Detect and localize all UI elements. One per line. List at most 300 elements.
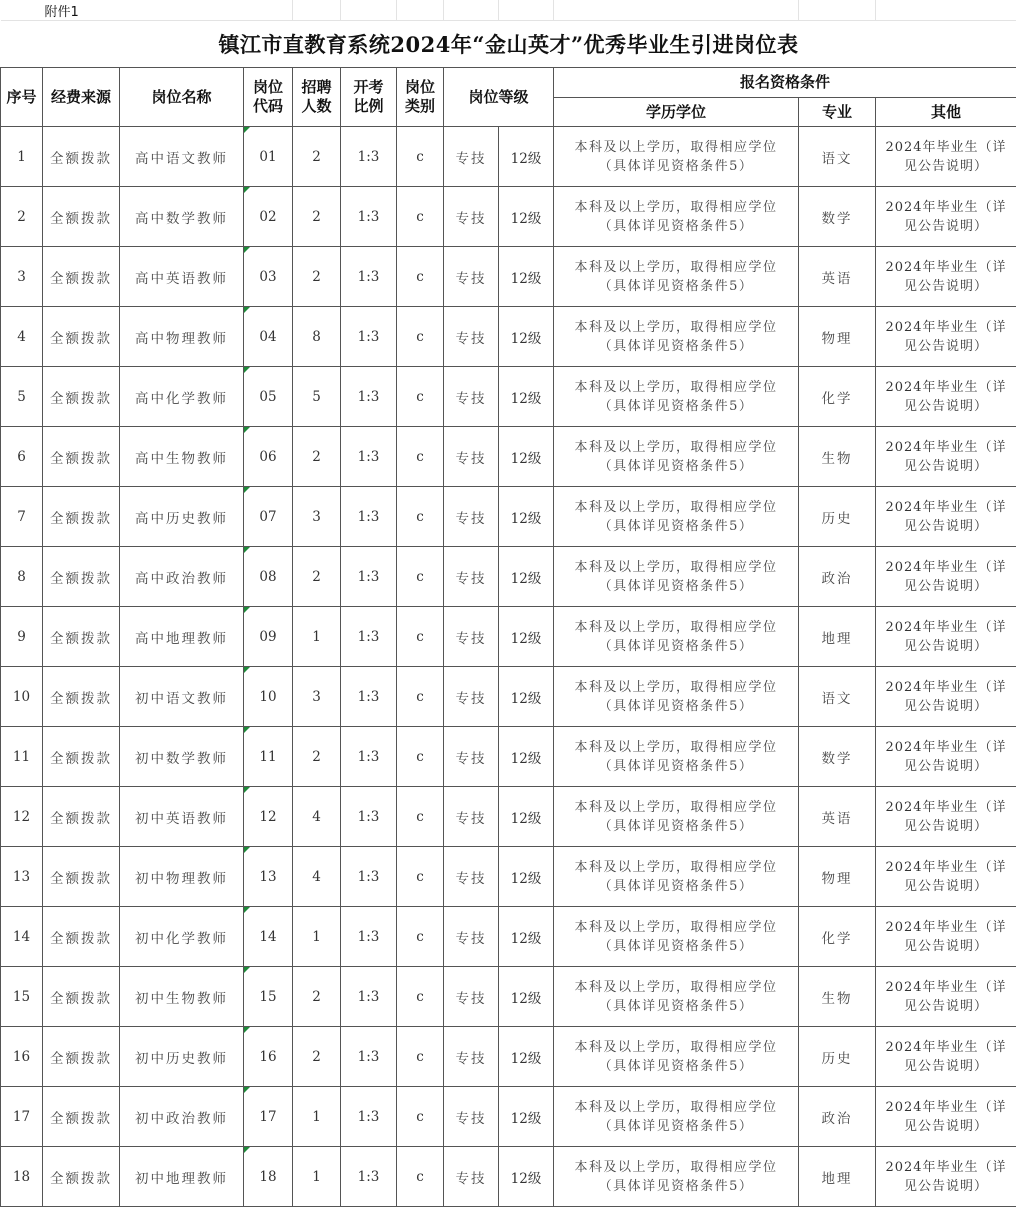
- cell-kind[interactable]: 专技: [444, 847, 499, 907]
- cell-position[interactable]: 初中语文教师: [120, 667, 244, 727]
- header-category[interactable]: [397, 68, 444, 127]
- cell-count[interactable]: 2: [293, 1027, 341, 1087]
- education-line2: （具体详见资格条件5）: [598, 998, 754, 1014]
- cell-code[interactable]: 08: [244, 547, 293, 607]
- cell-seq[interactable]: 14: [1, 907, 43, 967]
- cell-ratio[interactable]: 1:3: [341, 547, 397, 607]
- cell-education[interactable]: [554, 547, 799, 607]
- cell-other[interactable]: [876, 187, 1016, 247]
- annex-row: [1, 0, 1016, 21]
- cell-category[interactable]: c: [397, 247, 444, 307]
- other-line1: 2024年毕业生（详: [885, 1099, 1007, 1115]
- cell-category[interactable]: c: [397, 787, 444, 847]
- cell-other[interactable]: [876, 367, 1016, 427]
- other-line2: 见公告说明）: [903, 578, 988, 594]
- cell-other[interactable]: [876, 967, 1016, 1027]
- education-line2: （具体详见资格条件5）: [598, 158, 754, 174]
- cell-code[interactable]: 17: [244, 1087, 293, 1147]
- cell-code[interactable]: 10: [244, 667, 293, 727]
- cell-education[interactable]: [554, 307, 799, 367]
- education-line2: （具体详见资格条件5）: [598, 938, 754, 954]
- cell-grade[interactable]: 12级: [499, 607, 554, 667]
- cell-position[interactable]: 初中数学教师: [120, 727, 244, 787]
- cell-education[interactable]: [554, 367, 799, 427]
- cell-major[interactable]: 数学: [799, 727, 876, 787]
- cell-education[interactable]: [554, 847, 799, 907]
- education-line2: （具体详见资格条件5）: [598, 278, 754, 294]
- other-line1: 2024年毕业生（详: [885, 139, 1007, 155]
- annex-label[interactable]: 附件1: [1, 0, 244, 21]
- header-count-line1: 招聘: [301, 78, 332, 96]
- cell-ratio[interactable]: 1:3: [341, 307, 397, 367]
- other-line2: 见公告说明）: [903, 398, 988, 414]
- cell-education[interactable]: [554, 967, 799, 1027]
- cell-ratio[interactable]: 1:3: [341, 427, 397, 487]
- cell-major[interactable]: 历史: [799, 1027, 876, 1087]
- cell-seq[interactable]: 1: [1, 127, 43, 187]
- cell-position[interactable]: 高中历史教师: [120, 487, 244, 547]
- other-line1: 2024年毕业生（详: [885, 319, 1007, 335]
- cell-category[interactable]: c: [397, 1087, 444, 1147]
- cell-category[interactable]: c: [397, 127, 444, 187]
- cell-position[interactable]: 初中地理教师: [120, 1147, 244, 1207]
- cell-grade[interactable]: 12级: [499, 1027, 554, 1087]
- cell-other[interactable]: [876, 127, 1016, 187]
- header-count[interactable]: [293, 68, 341, 127]
- education-line2: （具体详见资格条件5）: [598, 338, 754, 354]
- other-line1: 2024年毕业生（详: [885, 199, 1007, 215]
- cell-grade[interactable]: 12级: [499, 1147, 554, 1207]
- cell-kind[interactable]: 专技: [444, 667, 499, 727]
- cell-code[interactable]: 01: [244, 127, 293, 187]
- cell-ratio[interactable]: 1:3: [341, 607, 397, 667]
- cell-major[interactable]: 英语: [799, 247, 876, 307]
- cell-kind[interactable]: 专技: [444, 307, 499, 367]
- cell-ratio[interactable]: 1:3: [341, 847, 397, 907]
- cell-education[interactable]: [554, 1147, 799, 1207]
- header-ratio-line2: 比例: [353, 97, 384, 115]
- cell-other[interactable]: [876, 427, 1016, 487]
- cell-grade[interactable]: 12级: [499, 667, 554, 727]
- cell-code[interactable]: 11: [244, 727, 293, 787]
- cell-code[interactable]: 04: [244, 307, 293, 367]
- cell-count[interactable]: 2: [293, 727, 341, 787]
- cell-education[interactable]: [554, 907, 799, 967]
- cell-education[interactable]: [554, 787, 799, 847]
- cell-code[interactable]: 14: [244, 907, 293, 967]
- cell-kind[interactable]: 专技: [444, 787, 499, 847]
- cell-major[interactable]: 语文: [799, 667, 876, 727]
- cell-code[interactable]: 07: [244, 487, 293, 547]
- cell-major[interactable]: 政治: [799, 1087, 876, 1147]
- header-seq[interactable]: 序号: [1, 68, 43, 127]
- cell-ratio[interactable]: 1:3: [341, 787, 397, 847]
- cell-grade[interactable]: 12级: [499, 727, 554, 787]
- cell-major[interactable]: 数学: [799, 187, 876, 247]
- cell-count[interactable]: 5: [293, 367, 341, 427]
- cell-major[interactable]: 语文: [799, 127, 876, 187]
- cell-ratio[interactable]: 1:3: [341, 727, 397, 787]
- cell-education[interactable]: [554, 247, 799, 307]
- cell-other[interactable]: [876, 1027, 1016, 1087]
- cell-seq[interactable]: 7: [1, 487, 43, 547]
- education-line1: 本科及以上学历，取得相应学位: [574, 1159, 778, 1175]
- education-line1: 本科及以上学历，取得相应学位: [574, 139, 778, 155]
- education-line2: （具体详见资格条件5）: [598, 578, 754, 594]
- cell-other[interactable]: [876, 727, 1016, 787]
- education-line2: （具体详见资格条件5）: [598, 398, 754, 414]
- cell-major[interactable]: 英语: [799, 787, 876, 847]
- cell-other[interactable]: [876, 307, 1016, 367]
- cell-count[interactable]: 2: [293, 427, 341, 487]
- other-line1: 2024年毕业生（详: [885, 1159, 1007, 1175]
- cell-ratio[interactable]: 1:3: [341, 487, 397, 547]
- cell-position[interactable]: 初中历史教师: [120, 1027, 244, 1087]
- cell-grade[interactable]: 12级: [499, 547, 554, 607]
- cell-funding[interactable]: 全额拨款: [43, 1027, 120, 1087]
- cell-count[interactable]: 2: [293, 247, 341, 307]
- header-other[interactable]: 其他: [876, 98, 1016, 127]
- cell-code[interactable]: 16: [244, 1027, 293, 1087]
- table-row: [1, 427, 1016, 487]
- education-line2: （具体详见资格条件5）: [598, 878, 754, 894]
- cell-education[interactable]: [554, 1027, 799, 1087]
- table-row: [1, 127, 1016, 187]
- other-line2: 见公告说明）: [903, 698, 988, 714]
- header-major[interactable]: 专业: [799, 98, 876, 127]
- cell-position[interactable]: 高中语文教师: [120, 127, 244, 187]
- education-line1: 本科及以上学历，取得相应学位: [574, 379, 778, 395]
- cell-other[interactable]: [876, 607, 1016, 667]
- cell-seq[interactable]: 5: [1, 367, 43, 427]
- cell-seq[interactable]: 12: [1, 787, 43, 847]
- education-line2: （具体详见资格条件5）: [598, 1178, 754, 1194]
- cell-major[interactable]: 化学: [799, 367, 876, 427]
- cell-code[interactable]: 06: [244, 427, 293, 487]
- cell-category[interactable]: c: [397, 427, 444, 487]
- cell-ratio[interactable]: 1:3: [341, 1087, 397, 1147]
- cell-grade[interactable]: 12级: [499, 307, 554, 367]
- other-line1: 2024年毕业生（详: [885, 379, 1007, 395]
- cell-kind[interactable]: 专技: [444, 1147, 499, 1207]
- cell-code[interactable]: 02: [244, 187, 293, 247]
- cell-funding[interactable]: 全额拨款: [43, 1087, 120, 1147]
- cell-seq[interactable]: 3: [1, 247, 43, 307]
- header-education[interactable]: 学历学位: [554, 98, 799, 127]
- cell-major[interactable]: 化学: [799, 907, 876, 967]
- cell-count[interactable]: 2: [293, 967, 341, 1027]
- cell-seq[interactable]: 17: [1, 1087, 43, 1147]
- education-line1: 本科及以上学历，取得相应学位: [574, 679, 778, 695]
- table-row: [1, 1087, 1016, 1147]
- title-row: [1, 21, 1016, 68]
- cell-grade[interactable]: 12级: [499, 907, 554, 967]
- cell-count[interactable]: 8: [293, 307, 341, 367]
- cell-count[interactable]: 3: [293, 487, 341, 547]
- cell-position[interactable]: 初中物理教师: [120, 847, 244, 907]
- cell-major[interactable]: 物理: [799, 307, 876, 367]
- cell-other[interactable]: [876, 1087, 1016, 1147]
- cell-education[interactable]: [554, 427, 799, 487]
- other-line1: 2024年毕业生（详: [885, 979, 1007, 995]
- cell-kind[interactable]: 专技: [444, 127, 499, 187]
- cell-grade[interactable]: 12级: [499, 967, 554, 1027]
- cell-seq[interactable]: 11: [1, 727, 43, 787]
- cell-kind[interactable]: 专技: [444, 247, 499, 307]
- cell-category[interactable]: c: [397, 607, 444, 667]
- table-row: [1, 967, 1016, 1027]
- cell-ratio[interactable]: 1:3: [341, 1147, 397, 1207]
- cell-position[interactable]: 高中数学教师: [120, 187, 244, 247]
- cell-count[interactable]: 1: [293, 607, 341, 667]
- cell-code[interactable]: 18: [244, 1147, 293, 1207]
- cell-count[interactable]: 1: [293, 907, 341, 967]
- cell-funding[interactable]: 全额拨款: [43, 487, 120, 547]
- cell-count[interactable]: 2: [293, 547, 341, 607]
- cell-grade[interactable]: 12级: [499, 787, 554, 847]
- cell-other[interactable]: [876, 667, 1016, 727]
- cell-ratio[interactable]: 1:3: [341, 367, 397, 427]
- cell-grade[interactable]: 12级: [499, 187, 554, 247]
- other-line2: 见公告说明）: [903, 458, 988, 474]
- cell-kind[interactable]: 专技: [444, 427, 499, 487]
- cell-category[interactable]: c: [397, 187, 444, 247]
- education-line2: （具体详见资格条件5）: [598, 518, 754, 534]
- header-code-line1: 岗位: [252, 78, 283, 96]
- cell-position[interactable]: 高中政治教师: [120, 547, 244, 607]
- cell-funding[interactable]: 全额拨款: [43, 367, 120, 427]
- cell-ratio[interactable]: 1:3: [341, 667, 397, 727]
- other-line1: 2024年毕业生（详: [885, 439, 1007, 455]
- cell-count[interactable]: 4: [293, 847, 341, 907]
- education-line1: 本科及以上学历，取得相应学位: [574, 919, 778, 935]
- cell-funding[interactable]: 全额拨款: [43, 787, 120, 847]
- cell-seq[interactable]: 4: [1, 307, 43, 367]
- cell-funding[interactable]: 全额拨款: [43, 1147, 120, 1207]
- header-ratio[interactable]: [341, 68, 397, 127]
- cell-ratio[interactable]: 1:3: [341, 907, 397, 967]
- cell-major[interactable]: 地理: [799, 607, 876, 667]
- cell-funding[interactable]: 全额拨款: [43, 427, 120, 487]
- cell-other[interactable]: [876, 1147, 1016, 1207]
- education-line1: 本科及以上学历，取得相应学位: [574, 199, 778, 215]
- cell-code[interactable]: 03: [244, 247, 293, 307]
- cell-other[interactable]: [876, 907, 1016, 967]
- cell-education[interactable]: [554, 187, 799, 247]
- cell-major[interactable]: 物理: [799, 847, 876, 907]
- header-code[interactable]: [244, 68, 293, 127]
- other-line2: 见公告说明）: [903, 278, 988, 294]
- cell-funding[interactable]: 全额拨款: [43, 127, 120, 187]
- cell-category[interactable]: c: [397, 847, 444, 907]
- cell-category[interactable]: c: [397, 1027, 444, 1087]
- cell-grade[interactable]: 12级: [499, 1087, 554, 1147]
- header-position[interactable]: 岗位名称: [120, 68, 244, 127]
- cell-kind[interactable]: 专技: [444, 187, 499, 247]
- cell-education[interactable]: [554, 487, 799, 547]
- table-row: [1, 907, 1016, 967]
- table-row: [1, 667, 1016, 727]
- education-line2: （具体详见资格条件5）: [598, 458, 754, 474]
- cell-other[interactable]: [876, 847, 1016, 907]
- table-row: [1, 307, 1016, 367]
- header-count-line2: 人数: [301, 97, 332, 115]
- cell-ratio[interactable]: 1:3: [341, 967, 397, 1027]
- cell-code[interactable]: 13: [244, 847, 293, 907]
- cell-position[interactable]: 初中生物教师: [120, 967, 244, 1027]
- cell-position[interactable]: 高中地理教师: [120, 607, 244, 667]
- cell-seq[interactable]: 16: [1, 1027, 43, 1087]
- other-line2: 见公告说明）: [903, 1058, 988, 1074]
- education-line2: （具体详见资格条件5）: [598, 1118, 754, 1134]
- cell-kind[interactable]: 专技: [444, 487, 499, 547]
- cell-category[interactable]: c: [397, 967, 444, 1027]
- cell-category[interactable]: c: [397, 547, 444, 607]
- cell-grade[interactable]: 12级: [499, 487, 554, 547]
- cell-kind[interactable]: 专技: [444, 727, 499, 787]
- cell-education[interactable]: [554, 1087, 799, 1147]
- cell-other[interactable]: [876, 247, 1016, 307]
- cell-position[interactable]: 初中化学教师: [120, 907, 244, 967]
- table-row: [1, 727, 1016, 787]
- header-code-line2: 代码: [252, 97, 283, 115]
- cell-code[interactable]: 05: [244, 367, 293, 427]
- cell-ratio[interactable]: 1:3: [341, 127, 397, 187]
- cell-other[interactable]: [876, 487, 1016, 547]
- other-line1: 2024年毕业生（详: [885, 259, 1007, 275]
- cell-funding[interactable]: 全额拨款: [43, 547, 120, 607]
- cell-major[interactable]: 政治: [799, 547, 876, 607]
- cell-seq[interactable]: 18: [1, 1147, 43, 1207]
- cell-seq[interactable]: 2: [1, 187, 43, 247]
- cell-kind[interactable]: 专技: [444, 547, 499, 607]
- cell-funding[interactable]: 全额拨款: [43, 847, 120, 907]
- cell-position[interactable]: 高中英语教师: [120, 247, 244, 307]
- education-line1: 本科及以上学历，取得相应学位: [574, 319, 778, 335]
- cell-code[interactable]: 15: [244, 967, 293, 1027]
- cell-category[interactable]: c: [397, 1147, 444, 1207]
- cell-count[interactable]: 3: [293, 667, 341, 727]
- cell-position[interactable]: 高中物理教师: [120, 307, 244, 367]
- cell-grade[interactable]: 12级: [499, 247, 554, 307]
- other-line1: 2024年毕业生（详: [885, 919, 1007, 935]
- cell-category[interactable]: c: [397, 907, 444, 967]
- other-line2: 见公告说明）: [903, 998, 988, 1014]
- cell-kind[interactable]: 专技: [444, 367, 499, 427]
- cell-funding[interactable]: 全额拨款: [43, 187, 120, 247]
- cell-count[interactable]: 2: [293, 187, 341, 247]
- cell-seq[interactable]: 15: [1, 967, 43, 1027]
- cell-funding[interactable]: 全额拨款: [43, 607, 120, 667]
- cell-position[interactable]: 高中生物教师: [120, 427, 244, 487]
- other-line2: 见公告说明）: [903, 338, 988, 354]
- cell-funding[interactable]: 全额拨款: [43, 247, 120, 307]
- other-line1: 2024年毕业生（详: [885, 559, 1007, 575]
- cell-education[interactable]: [554, 667, 799, 727]
- other-line2: 见公告说明）: [903, 158, 988, 174]
- other-line1: 2024年毕业生（详: [885, 499, 1007, 515]
- cell-grade[interactable]: 12级: [499, 427, 554, 487]
- cell-ratio[interactable]: 1:3: [341, 247, 397, 307]
- cell-education[interactable]: [554, 127, 799, 187]
- cell-seq[interactable]: 9: [1, 607, 43, 667]
- cell-other[interactable]: [876, 787, 1016, 847]
- cell-education[interactable]: [554, 607, 799, 667]
- cell-kind[interactable]: 专技: [444, 1027, 499, 1087]
- education-line1: 本科及以上学历，取得相应学位: [574, 979, 778, 995]
- cell-education[interactable]: [554, 727, 799, 787]
- header-funding[interactable]: 经费来源: [43, 68, 120, 127]
- other-line2: 见公告说明）: [903, 818, 988, 834]
- cell-grade[interactable]: 12级: [499, 367, 554, 427]
- cell-kind[interactable]: 专技: [444, 607, 499, 667]
- cell-category[interactable]: c: [397, 487, 444, 547]
- other-line2: 见公告说明）: [903, 518, 988, 534]
- cell-position[interactable]: 初中英语教师: [120, 787, 244, 847]
- cell-seq[interactable]: 13: [1, 847, 43, 907]
- cell-category[interactable]: c: [397, 307, 444, 367]
- cell-code[interactable]: 12: [244, 787, 293, 847]
- cell-grade[interactable]: 12级: [499, 847, 554, 907]
- header-category-line1: 岗位: [404, 78, 435, 96]
- table-row: [1, 487, 1016, 547]
- page-title[interactable]: 镇江市直教育系统2024年“金山英才”优秀毕业生引进岗位表: [1, 21, 1016, 68]
- cell-funding[interactable]: 全额拨款: [43, 307, 120, 367]
- cell-category[interactable]: c: [397, 727, 444, 787]
- education-line1: 本科及以上学历，取得相应学位: [574, 1039, 778, 1055]
- other-line1: 2024年毕业生（详: [885, 1039, 1007, 1055]
- cell-code[interactable]: 09: [244, 607, 293, 667]
- cell-funding[interactable]: 全额拨款: [43, 727, 120, 787]
- cell-funding[interactable]: 全额拨款: [43, 667, 120, 727]
- cell-funding[interactable]: 全额拨款: [43, 907, 120, 967]
- cell-count[interactable]: 2: [293, 127, 341, 187]
- cell-grade[interactable]: 12级: [499, 127, 554, 187]
- education-line1: 本科及以上学历，取得相应学位: [574, 1099, 778, 1115]
- cell-major[interactable]: 生物: [799, 967, 876, 1027]
- cell-ratio[interactable]: 1:3: [341, 1027, 397, 1087]
- cell-kind[interactable]: 专技: [444, 967, 499, 1027]
- cell-category[interactable]: c: [397, 667, 444, 727]
- table-row: [1, 847, 1016, 907]
- education-line2: （具体详见资格条件5）: [598, 1058, 754, 1074]
- table-row: [1, 1147, 1016, 1207]
- cell-other[interactable]: [876, 547, 1016, 607]
- cell-seq[interactable]: 8: [1, 547, 43, 607]
- cell-major[interactable]: 历史: [799, 487, 876, 547]
- cell-ratio[interactable]: 1:3: [341, 187, 397, 247]
- cell-count[interactable]: 1: [293, 1087, 341, 1147]
- cell-position[interactable]: 高中化学教师: [120, 367, 244, 427]
- table-row: [1, 247, 1016, 307]
- header-conditions[interactable]: 报名资格条件: [554, 68, 1016, 98]
- education-line1: 本科及以上学历，取得相应学位: [574, 619, 778, 635]
- cell-seq[interactable]: 10: [1, 667, 43, 727]
- cell-funding[interactable]: 全额拨款: [43, 967, 120, 1027]
- cell-kind[interactable]: 专技: [444, 907, 499, 967]
- cell-major[interactable]: 地理: [799, 1147, 876, 1207]
- cell-major[interactable]: 生物: [799, 427, 876, 487]
- header-grade[interactable]: 岗位等级: [444, 68, 554, 127]
- cell-count[interactable]: 4: [293, 787, 341, 847]
- cell-position[interactable]: 初中政治教师: [120, 1087, 244, 1147]
- cell-seq[interactable]: 6: [1, 427, 43, 487]
- cell-kind[interactable]: 专技: [444, 1087, 499, 1147]
- cell-category[interactable]: c: [397, 367, 444, 427]
- education-line1: 本科及以上学历，取得相应学位: [574, 799, 778, 815]
- education-line2: （具体详见资格条件5）: [598, 638, 754, 654]
- cell-count[interactable]: 1: [293, 1147, 341, 1207]
